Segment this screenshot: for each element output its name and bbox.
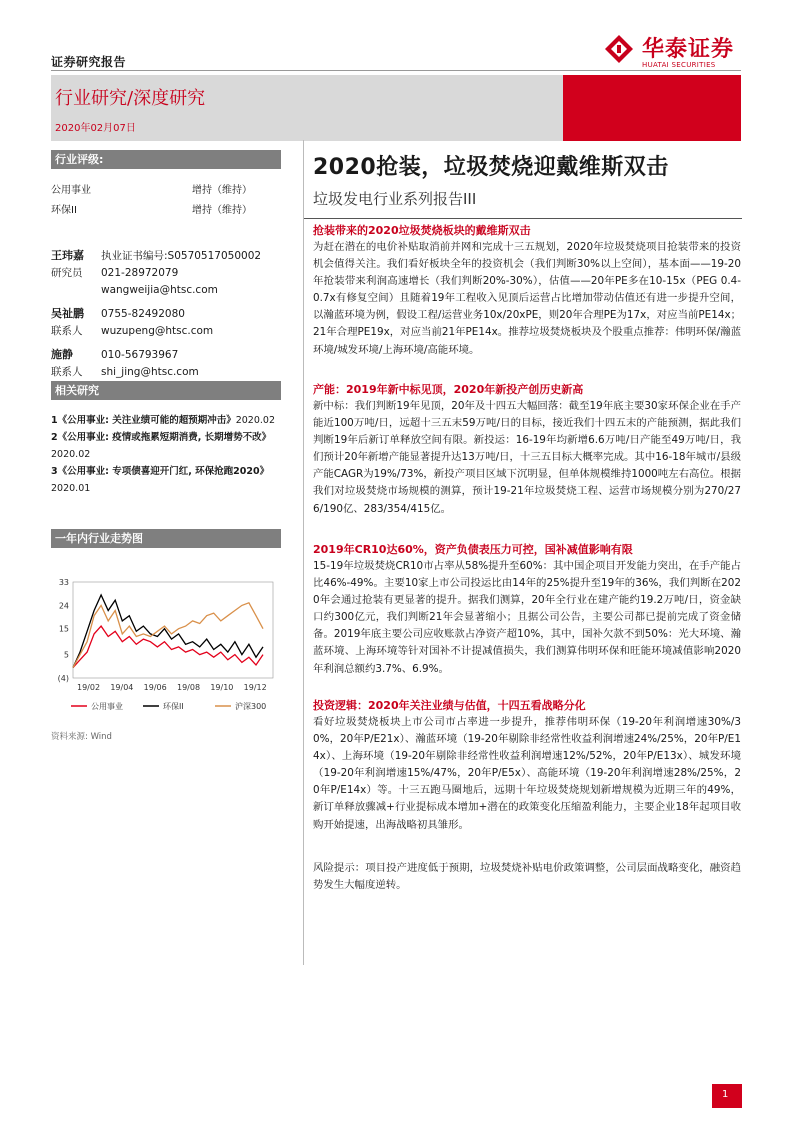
analyst-name: 王玮嘉	[51, 249, 84, 262]
section-title: 行业研究/深度研究	[55, 88, 206, 109]
y-tick-label: 33	[58, 578, 69, 587]
analyst-email[interactable]: wangweijia@htsc.com	[101, 284, 218, 296]
legend-label: 环保II	[163, 702, 184, 711]
rating-sector: 环保II	[51, 205, 77, 216]
trend-title: 一年内行业走势图	[51, 529, 281, 548]
cert-number: S0570517050002	[167, 250, 262, 262]
main-title: 2020抢装，垃圾焚烧迎戴维斯双击	[313, 155, 669, 180]
column-divider	[303, 140, 304, 965]
rating-value: 增持（维持）	[192, 185, 252, 196]
analyst-email[interactable]: shi_jing@htsc.com	[101, 366, 199, 378]
x-tick-label: 19/06	[143, 683, 167, 692]
x-tick-label: 19/12	[243, 683, 267, 692]
related-research	[51, 381, 281, 497]
section-heading: 产能：2019年新中标见顶，2020年新投产创历史新高	[313, 383, 584, 396]
related-title: 相关研究	[51, 381, 281, 400]
analyst-phone: 010-56793967	[101, 349, 179, 361]
series-line	[73, 603, 263, 668]
trend-box	[51, 529, 281, 548]
logo-en-text: HUATAI SECURITIES	[642, 61, 716, 69]
related-item[interactable]: 2《公用事业: 疫情或拖累短期消费, 长期增势不改》2020.02	[51, 432, 272, 460]
logo-mark-icon	[604, 34, 634, 64]
analyst-phone: 021-28972079	[101, 267, 179, 279]
risk-note	[313, 860, 741, 894]
analyst-phone: 0755-82492080	[101, 308, 185, 320]
analyst-block	[51, 247, 281, 381]
analyst-role: 研究员	[51, 267, 83, 279]
rating-value: 增持（维持）	[192, 205, 252, 216]
analyst-role: 联系人	[51, 325, 83, 337]
section-2	[313, 381, 741, 518]
x-tick-label: 19/04	[110, 683, 134, 692]
section-1	[313, 222, 741, 359]
y-tick-label: 5	[63, 650, 69, 660]
section-3	[313, 541, 741, 678]
doc-type-label: 证券研究报告	[51, 55, 127, 69]
section-heading: 抢装带来的2020垃圾焚烧板块的戴维斯双击	[313, 224, 531, 237]
legend-label: 公用事业	[91, 702, 123, 711]
x-tick-label: 19/08	[177, 683, 201, 692]
x-tick-label: 19/10	[210, 683, 234, 692]
analyst-name: 施静	[51, 348, 73, 361]
section-heading: 2019年CR10达60%，资产负债表压力可控，国补减值影响有限	[313, 543, 633, 556]
rating-sector: 公用事业	[51, 185, 91, 196]
legend-label: 沪深300	[235, 702, 267, 711]
page-number: 1	[722, 1089, 729, 1100]
sub-title: 垃圾发电行业系列报告III	[313, 190, 477, 208]
series-line	[73, 626, 263, 668]
report-date: 2020年02月07日	[55, 123, 136, 134]
x-tick-label: 19/02	[77, 683, 101, 692]
section-body: 新中标：我们判断19年见顶，20年及十四五大幅回落：截至19年底主要30家环保企业在手产能近100万吨/日，远超十三五末59万吨/日的目标，接近我们十四五末的产能预测，据此我们判断19年后新订单释放空间有限。新投运：16-19年均新增6.6万吨/日产能至49万吨/日，我们预计20年新增产能显著提升达13万吨/日，十三五目标大概率完成。其中16-18年城市/县级产能CAGR为19%/73%，新投产项目区域下沉明显，但单体规模维持1000吨左右高位。根据我们对垃圾焚烧市场规模的测算，预计19-21年垃圾焚烧工程、运营市场规模分别为270/276/190亿、283/354/415亿。	[313, 400, 741, 515]
analyst-email[interactable]: wuzupeng@htsc.com	[101, 325, 214, 337]
rating-title: 行业评级:	[51, 150, 281, 169]
section-body: 看好垃圾焚烧板块上市公司市占率进一步提升，推荐伟明环保（19-20年利润增速30%/30%，20年P/E21x）、瀚蓝环境（19-20年剔除非经常性收益利润增速24%/25%，20年P/E14x）、上海环境（19-20年剔除非经常性收益利润增速12%/52%，20年P/E13x）、城发环境（19-20年利润增速15%/47%，20年P/E5x）、高能环境（19-20年利润增速28%/25%，20年P/E14x）等。十三五跑马圈地后，远期十年垃圾焚烧规划新增规模为近期三年的49%，新订单释放骤减+行业提标成本增加+潜在的政策变化压缩盈利能力，主要企业18年起项目收购开始提速，出海战略初具雏形。	[313, 716, 741, 831]
cert-label: 执业证书编号:	[101, 250, 168, 262]
logo-cn-text: 华泰证券	[642, 37, 735, 62]
section-heading: 投资逻辑：2020年关注业绩与估值，十四五看战略分化	[313, 699, 586, 712]
header-red-band	[563, 75, 741, 141]
analyst-name: 吴祉鹏	[51, 307, 84, 320]
y-tick-label: 24	[58, 601, 69, 611]
y-tick-label: (4)	[57, 674, 69, 683]
section-body: 15-19年垃圾焚烧CR10市占率从58%提升至60%：其中国企项目开发能力突出，在手产能占比46%-49%。主要10家上市公司投运比由14年的25%提升至19年的36%，我们判断在2020年会通过抢装有更显著的提升。据我们测算，20年全行业在建产能约19.2万吨/日，资金缺口约300亿元，我们判断21年会显著缩小；且据公司公告，主要公司都已提前完成了资金储备。2019年底主要公司应收账款占净资产超10%，其中，国补欠款不到50%：光大环境、瀚蓝环境、上海环境等针对国补不计提减值损失，我们测算伟明环保和旺能环境减值影响2020年利润总额约3.7%、6.9%。	[313, 560, 741, 675]
rating-row	[51, 201, 281, 221]
chart-source: 资料来源: Wind	[51, 732, 112, 742]
logo	[604, 34, 744, 72]
title-rule	[304, 218, 742, 219]
rating-row	[51, 181, 281, 201]
section-body: 为赶在潜在的电价补贴取消前并网和完成十三五规划，2020年垃圾焚烧项目抢装带来的投资机会值得关注。我们看好板块全年的投资机会（我们判断30%以上空间），基本面——19-20年抢装带来利润高速增长（我们判断20%-30%），估值——20年PE多在10-15x（PEG 0.4-0.7x有修复空间）且随着19年工程收入见顶后运营占比增加带动估值还有进一步提升空间，以瀚蓝环境为例，假设工程/运营业务10x/20xPE，则20年合理PE为17x，对应当前PE14x；21年合理PE19x，对应当前21年PE14x。推荐垃圾焚烧板块及个股重点推荐：伟明环保/瀚蓝环境/城发环境/上海环境/高能环境。	[313, 241, 741, 356]
analyst-role: 联系人	[51, 366, 83, 378]
risk-body: 风险提示：项目投产进度低于预期，垃圾焚烧补贴电价政策调整，公司层面战略变化，融资趋势发生大幅度逆转。	[313, 862, 741, 892]
section-4	[313, 697, 741, 834]
related-item[interactable]: 1《公用事业: 关注业绩可能的超预期冲击》2020.02	[51, 415, 276, 426]
y-tick-label: 15	[58, 624, 69, 634]
trend-chart	[51, 560, 281, 720]
related-item[interactable]: 3《公用事业: 专项债喜迎开门红, 环保抢跑2020》2020.01	[51, 466, 270, 494]
rating-box	[51, 150, 281, 221]
